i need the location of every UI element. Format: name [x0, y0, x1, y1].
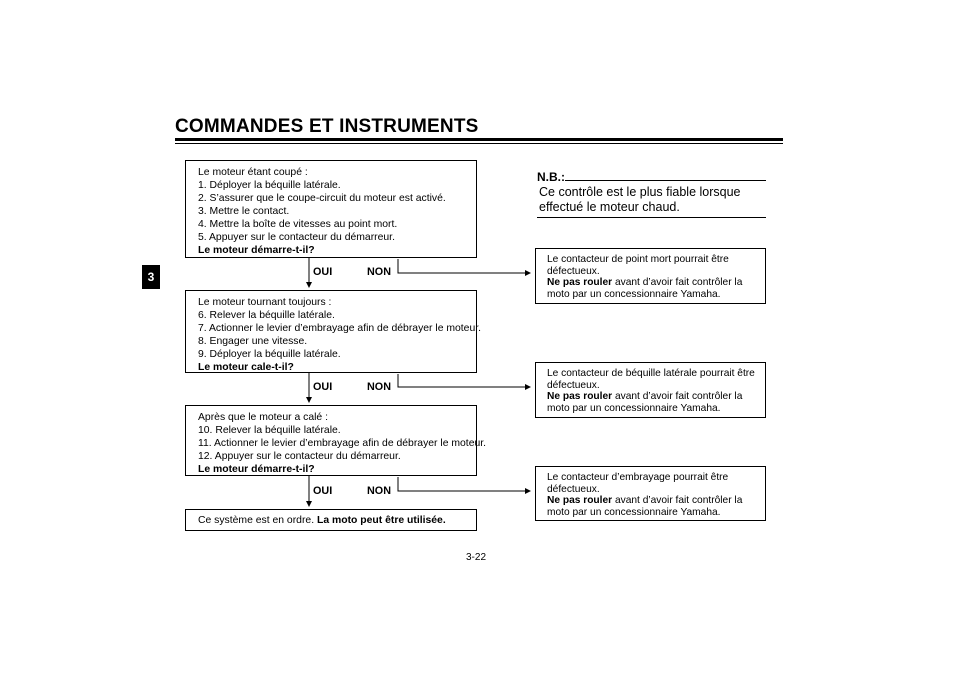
no-arrow-1	[398, 259, 530, 273]
step3-question: Le moteur démarre-t-il?	[198, 464, 315, 475]
result-line: moto par un concessionnaire Yamaha.	[547, 506, 721, 518]
no-arrow-3	[398, 477, 530, 491]
result-box-sidestand-switch	[535, 362, 766, 418]
step1-line: Le moteur étant coupé :	[198, 167, 308, 178]
result-line: défectueux.	[547, 483, 600, 495]
step2-line: 7. Actionner le levier d’embrayage afin de débrayer le moteur.	[198, 323, 482, 334]
step1-line: 1. Déployer la béquille latérale.	[198, 180, 341, 191]
step3-line: 10. Relever la béquille latérale.	[198, 425, 341, 436]
result-box-clutch-switch	[535, 466, 766, 521]
final-box	[185, 509, 477, 531]
step3-box	[185, 405, 487, 476]
step1-line: 5. Appuyer sur le contacteur du démarreur.	[198, 232, 395, 243]
final-bold-text: La moto peut être utilisée.	[316, 515, 446, 526]
yes-label-2: OUI	[313, 381, 333, 393]
step2-line: 9. Déployer la béquille latérale.	[198, 349, 341, 360]
note-label: N.B.:	[537, 170, 565, 184]
result-line: défectueux.	[547, 265, 600, 277]
result-box-neutral-switch	[535, 248, 766, 304]
step2-line: 8. Engager une vitesse.	[198, 336, 308, 347]
result-line: Le contacteur de béquille latérale pourrait être	[547, 368, 755, 379]
note-rule	[565, 180, 766, 181]
step2-question: Le moteur cale-t-il?	[198, 362, 294, 373]
step3-line: Après que le moteur a calé :	[198, 412, 328, 423]
page-number: 3-22	[466, 552, 487, 563]
note-bottom-rule	[537, 217, 766, 218]
step1-line: 4. Mettre la boîte de vitesses au point mort.	[198, 219, 398, 230]
section-title: COMMANDES ET INSTRUMENTS	[175, 116, 479, 137]
result-line: avant d’avoir fait contrôler la	[612, 277, 743, 288]
result-warning: Ne pas rouler	[547, 495, 613, 506]
step2-line: 6. Relever la béquille latérale.	[198, 310, 335, 321]
step2-box	[185, 290, 482, 373]
yes-label-1: OUI	[313, 266, 333, 278]
no-label-3: NON	[367, 485, 391, 497]
result-line: moto par un concessionnaire Yamaha.	[547, 402, 721, 414]
result-warning: Ne pas rouler	[547, 391, 613, 402]
result-line: Le contacteur de point mort pourrait être	[547, 254, 729, 265]
step1-line: 2. S’assurer que le coupe-circuit du moteur est activé.	[198, 193, 446, 204]
no-label-2: NON	[367, 381, 391, 393]
step1-line: 3. Mettre le contact.	[198, 206, 290, 217]
result-warning: Ne pas rouler	[547, 277, 613, 288]
step3-line: 12. Appuyer sur le contacteur du démarreur.	[198, 451, 401, 462]
step1-box	[185, 160, 477, 258]
note-text: Ce contrôle est le plus fiable lorsque effectué le moteur chaud.	[539, 185, 741, 214]
result-line: avant d’avoir fait contrôler la	[612, 495, 743, 506]
step2-line: Le moteur tournant toujours :	[198, 297, 332, 308]
no-arrow-2	[398, 374, 530, 387]
step3-line: 11. Actionner le levier d’embrayage afin de débrayer le moteur.	[198, 438, 487, 449]
chapter-tab: 3	[142, 265, 160, 289]
result-line: défectueux.	[547, 379, 600, 391]
final-text: Ce système est en ordre.	[198, 515, 315, 526]
result-line: Le contacteur d’embrayage pourrait être	[547, 472, 729, 483]
step1-question: Le moteur démarre-t-il?	[198, 245, 315, 256]
result-line: moto par un concessionnaire Yamaha.	[547, 288, 721, 300]
result-line: avant d’avoir fait contrôler la	[612, 391, 743, 402]
yes-label-3: OUI	[313, 485, 333, 497]
no-label-1: NON	[367, 266, 391, 278]
